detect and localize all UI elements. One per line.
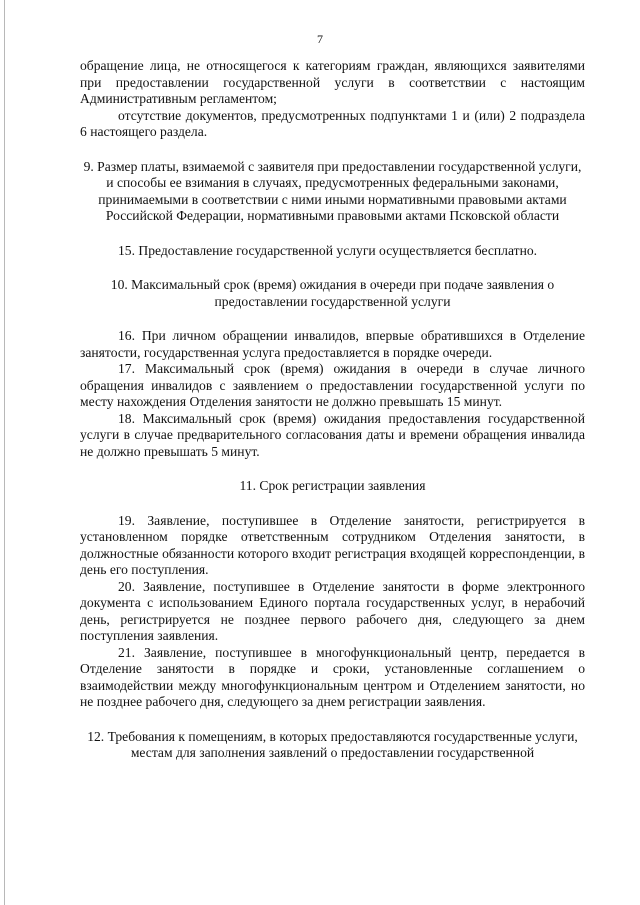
section-heading-9: 9. Размер платы, взимаемой с заявителя при предоставлении государственной услуги, и способы ее взимания в случаях, предусмотренных федеральными законами, принимаемыми в соответствии с ними иными нормативными правовыми актами Российской Федерации, нормативными правовыми актами Псковской области (83, 158, 582, 223)
paragraph-19: 19. Заявление, поступившее в Отделение занятости, регистрируется в установленном порядке ответственным сотрудником Отделения занятости, в должностные обязанности которого входит регистрация входящей корреспонденции, в день его поступления. (80, 512, 585, 577)
page-number: 7 (317, 32, 323, 46)
document-body (80, 58, 585, 762)
paragraph-missing-documents: отсутствие документов, предусмотренных подпунктами 1 и (или) 2 подраздела 6 настоящего раздела. (80, 107, 585, 139)
page-edge (4, 0, 5, 905)
section-heading-10: 10. Максимальный срок (время) ожидания в очереди при подаче заявления о предоставлении государственной услуги (110, 277, 555, 309)
paragraph-15: 15. Предоставление государственной услуги осуществляется бесплатно. (118, 242, 538, 258)
section-heading-12: 12. Требования к помещениям, в которых предоставляются государственные услуги, местам для заполнения заявлений о предоставлении государственной (87, 728, 578, 760)
section-heading-11: 11. Срок регистрации заявления (239, 478, 426, 493)
paragraph-21: 21. Заявление, поступившее в многофункциональный центр, передается в Отделение занятости в порядке и сроки, установленные соглашением о взаимодействии между многофункциональным центром и Отделением занятости, но не позднее рабочего дня, следующего за днем регистрации заявления. (80, 644, 585, 709)
paragraph-18: 18. Максимальный срок (время) ожидания предоставления государственной услуги в случае предварительного согласования даты и времени обращения инвалида не должно превышать 5 минут. (80, 410, 585, 459)
paragraph-applicant-category: обращение лица, не относящегося к категориям граждан, являющихся заявителями при предоставлении государственной услуги в соответствии с настоящим Административным регламентом; (80, 58, 585, 106)
paragraph-20: 20. Заявление, поступившее в Отделение занятости в форме электронного документа с использованием Единого портала государственных услуг, в нерабочий день, регистрируется не позднее первого рабочего дня, следующего за днем поступления заявления. (80, 578, 585, 643)
paragraph-17: 17. Максимальный срок (время) ожидания в очереди в случае личного обращения инвалидов с заявлением о предоставлении государственной услуги по месту нахождения Отделения занятости не должно превышать 15 минут. (80, 361, 585, 409)
paragraph-16: 16. При личном обращении инвалидов, впервые обратившихся в Отделение занятости, государственная услуга предоставляется в порядке очереди. (80, 328, 585, 360)
